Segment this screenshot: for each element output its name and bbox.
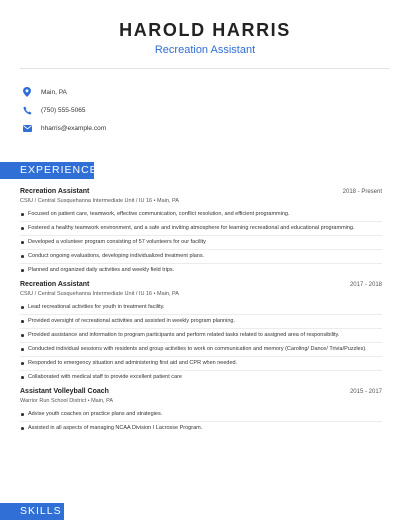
contact-block bbox=[22, 83, 106, 137]
bullet-item: Advise youth coaches on practice plans and strategies. bbox=[20, 408, 382, 422]
job-organization: Warrior Run School District • Main, PA bbox=[20, 398, 114, 404]
email-text: hharris@example.com bbox=[41, 124, 107, 132]
phone-icon bbox=[22, 105, 32, 115]
job-organization: CSIU / Central Susquehanna Intermediate Unit / IU 16 • Main, PA bbox=[20, 291, 179, 297]
job-title: Assistant Volleyball Coach bbox=[20, 388, 109, 395]
bullet-item: Conducted individual sessions with residents and group activities to work on communication and memory (Caroling/ Dance/ Trivia/Puzzles). bbox=[20, 343, 382, 357]
bullet-item: Provided assistance and information to program participants and perform related tasks related to assigned area of responsibility. bbox=[20, 329, 382, 343]
job-bullets bbox=[20, 208, 382, 277]
job-entry bbox=[20, 281, 382, 384]
experience-list bbox=[20, 188, 382, 439]
resume-header bbox=[0, 0, 410, 57]
job-dates: 2017 - 2018 bbox=[349, 282, 382, 288]
location-pin-icon bbox=[22, 87, 32, 97]
job-title: Recreation Assistant bbox=[20, 188, 90, 195]
contact-location bbox=[22, 83, 106, 101]
job-entry bbox=[20, 388, 382, 435]
experience-section-heading: EXPERIENCE bbox=[0, 162, 94, 179]
candidate-name: HAROLD HARRIS bbox=[119, 20, 291, 40]
job-bullets bbox=[20, 408, 382, 435]
bullet-item: Focused on patient care, teamwork, effective communication, conflict resolution, and efficient programming. bbox=[20, 208, 382, 222]
job-entry bbox=[20, 188, 382, 277]
phone-text: (750) 555-5065 bbox=[41, 106, 86, 114]
envelope-icon bbox=[22, 123, 32, 133]
location-text: Main, PA bbox=[41, 88, 67, 96]
header-divider bbox=[20, 68, 390, 69]
job-title: Recreation Assistant bbox=[20, 281, 90, 288]
job-bullets bbox=[20, 301, 382, 384]
candidate-title: Recreation Assistant bbox=[154, 44, 256, 56]
skills-section-heading: SKILLS bbox=[0, 503, 64, 520]
contact-phone bbox=[22, 101, 106, 119]
bullet-item: Fostered a healthy teamwork environment, and a safe and inviting atmosphere for learning recreational and educational programming. bbox=[20, 222, 382, 236]
job-organization: CSIU / Central Susquehanna Intermediate Unit / IU 16 • Main, PA bbox=[20, 198, 179, 204]
bullet-item: Developed a volunteer program consisting of 57 volunteers for our facility bbox=[20, 236, 382, 250]
bullet-item: Collaborated with medical staff to provide excellent patient care bbox=[20, 371, 382, 384]
bullet-item: Conduct ongoing evaluations, developing individualized treatment plans. bbox=[20, 250, 382, 264]
bullet-item: Lead recreational activities for youth in treatment facility. bbox=[20, 301, 382, 315]
bullet-item: Responded to emergency situation and administering first aid and CPR when needed. bbox=[20, 357, 382, 371]
bullet-item: Assisted in all aspects of managing NCAA Division I Lacrosse Program. bbox=[20, 422, 382, 435]
job-dates: 2015 - 2017 bbox=[349, 389, 382, 395]
bullet-item: Planned and organized daily activities and weekly field trips. bbox=[20, 264, 382, 277]
job-dates: 2018 - Present bbox=[342, 189, 382, 195]
contact-email bbox=[22, 119, 106, 137]
bullet-item: Provided oversight of recreational activities and assisted in weekly program planning. bbox=[20, 315, 382, 329]
